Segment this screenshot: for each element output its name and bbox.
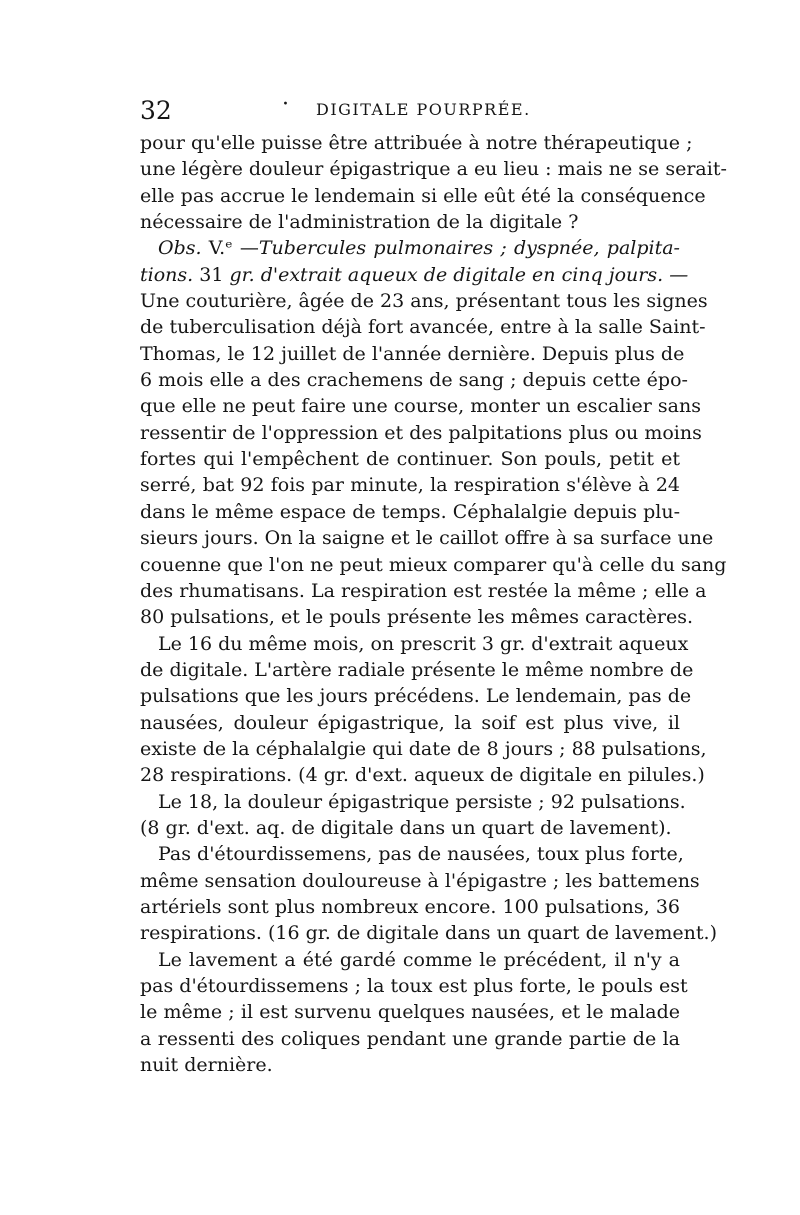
text-line <box>140 1052 680 1078</box>
text-run: Le lavement a été gardé comme le précédent, il n'y a <box>158 948 680 971</box>
text-run: 6 mois elle a des crachemens de sang ; depuis cette épo- <box>140 369 688 392</box>
header-ornament: · <box>282 92 289 117</box>
text-run: nécessaire de l'administration de la digitale ? <box>140 211 579 234</box>
paragraph <box>140 235 727 630</box>
text-line <box>140 288 708 314</box>
text-line <box>140 920 717 946</box>
text-run: Le 16 du même mois, on prescrit 3 gr. d'extrait aqueux <box>158 632 689 655</box>
text-line <box>140 578 707 604</box>
text-line <box>140 973 688 999</box>
italic-run: Obs. <box>158 237 202 260</box>
text-run: une légère douleur épigastrique a eu lieu : mais ne se serait- <box>140 158 727 181</box>
text-run: pulsations que les jours précédens. Le lendemain, pas de <box>140 685 692 708</box>
text-line <box>140 631 689 657</box>
text-run: V.ᵉ — <box>201 237 259 260</box>
text-line <box>140 525 714 551</box>
text-run: existe de la céphalalgie qui date de 8 jours ; 88 pulsations, <box>140 737 707 760</box>
text-line <box>140 657 694 683</box>
text-run: pas d'étourdissemens ; la toux est plus forte, le pouls est <box>140 975 688 997</box>
text-line <box>140 710 680 736</box>
text-run: fortes qui l'empêchent de continuer. Son pouls, petit et <box>140 448 680 471</box>
page-header <box>140 92 680 128</box>
text-run: 28 respirations. (4 gr. d'ext. aqueux de digitale en pilules.) <box>140 764 705 787</box>
text-run: a ressenti des coliques pendant une grande partie de la <box>140 1027 680 1050</box>
text-run: nuit dernière. <box>140 1054 273 1077</box>
text-line <box>140 789 686 815</box>
text-line <box>140 815 680 841</box>
text-run: 80 pulsations, et le pouls présente les mêmes caractères. <box>140 606 694 629</box>
text-run: 31 <box>193 263 230 286</box>
body-text <box>140 130 727 1078</box>
text-line <box>140 314 706 340</box>
text-run: Le 18, la douleur épigastrique persiste ; 92 pulsations. <box>158 790 686 813</box>
text-run: dans le même espace de temps. Céphalalgie depuis plu- <box>140 500 680 523</box>
text-run: que elle ne peut faire une course, monter un escalier sans <box>140 395 701 418</box>
text-line <box>140 947 680 973</box>
text-line <box>140 736 707 762</box>
text-line <box>140 894 680 920</box>
text-line <box>140 209 680 235</box>
text-line <box>140 367 688 393</box>
text-line <box>140 868 700 894</box>
text-line <box>140 235 680 261</box>
running-title: DIGITALE POURPRÉE. <box>316 100 531 119</box>
italic-run: tions. <box>140 263 194 286</box>
text-line <box>140 683 692 709</box>
page-number: 32 <box>140 96 172 125</box>
text-line <box>140 472 680 498</box>
text-run: artériels sont plus nombreux encore. 100 pulsations, 36 <box>140 895 680 918</box>
text-line <box>140 156 727 182</box>
text-run: pour qu'elle puisse être attribuée à notre thérapeutique ; <box>140 132 693 154</box>
paragraph <box>140 130 727 235</box>
italic-run: gr. d'extrait aqueux de digitale en cinq jours. — <box>229 263 689 286</box>
paragraph <box>140 789 686 842</box>
text-line <box>140 420 702 446</box>
text-line <box>140 841 684 867</box>
text-line <box>140 1026 680 1052</box>
text-run: ressentir de l'oppression et des palpitations plus ou moins <box>140 421 702 444</box>
paragraph <box>140 631 707 789</box>
text-run: (8 gr. d'ext. aq. de digitale dans un quart de lavement). <box>140 816 672 839</box>
text-run: même sensation douloureuse à l'épigastre ; les battemens <box>140 869 700 892</box>
text-run: serré, bat 92 fois par minute, la respiration s'élève à 24 <box>140 474 680 497</box>
text-run: elle pas accrue le lendemain si elle eût été la conséquence <box>140 184 706 207</box>
text-line <box>140 183 706 209</box>
text-run: Pas d'étourdissemens, pas de nausées, toux plus forte, <box>158 843 684 866</box>
text-line <box>140 262 689 288</box>
italic-run: Tubercules pulmonaires ; dyspnée, palpita- <box>258 237 680 260</box>
text-line <box>140 999 680 1025</box>
text-line <box>140 604 694 630</box>
text-run: Thomas, le 12 juillet de l'année dernière. Depuis plus de <box>140 342 685 365</box>
text-run: couenne que l'on ne peut mieux comparer qu'à celle du sang <box>140 553 727 576</box>
text-run: respirations. (16 gr. de digitale dans un quart de lavement.) <box>140 922 717 945</box>
text-line <box>140 446 680 472</box>
text-run: nausées, douleur épigastrique, la soif est plus vive, il <box>140 711 680 734</box>
text-line <box>140 393 701 419</box>
text-run: de digitale. L'artère radiale présente le même nombre de <box>140 658 694 681</box>
text-line <box>140 341 685 367</box>
text-line <box>140 499 680 525</box>
text-line <box>140 130 693 156</box>
text-run: Une couturière, âgée de 23 ans, présentant tous les signes <box>140 290 708 313</box>
text-run: le même ; il est survenu quelques nausées, et le malade <box>140 1001 680 1024</box>
paragraph <box>140 841 717 946</box>
text-line <box>140 552 727 578</box>
paragraph <box>140 947 688 1079</box>
text-run: de tuberculisation déjà fort avancée, entre à la salle Saint- <box>140 316 706 339</box>
text-line <box>140 762 705 788</box>
text-run: des rhumatisans. La respiration est restée la même ; elle a <box>140 579 707 602</box>
text-run: sieurs jours. On la saigne et le caillot offre à sa surface une <box>140 527 714 550</box>
